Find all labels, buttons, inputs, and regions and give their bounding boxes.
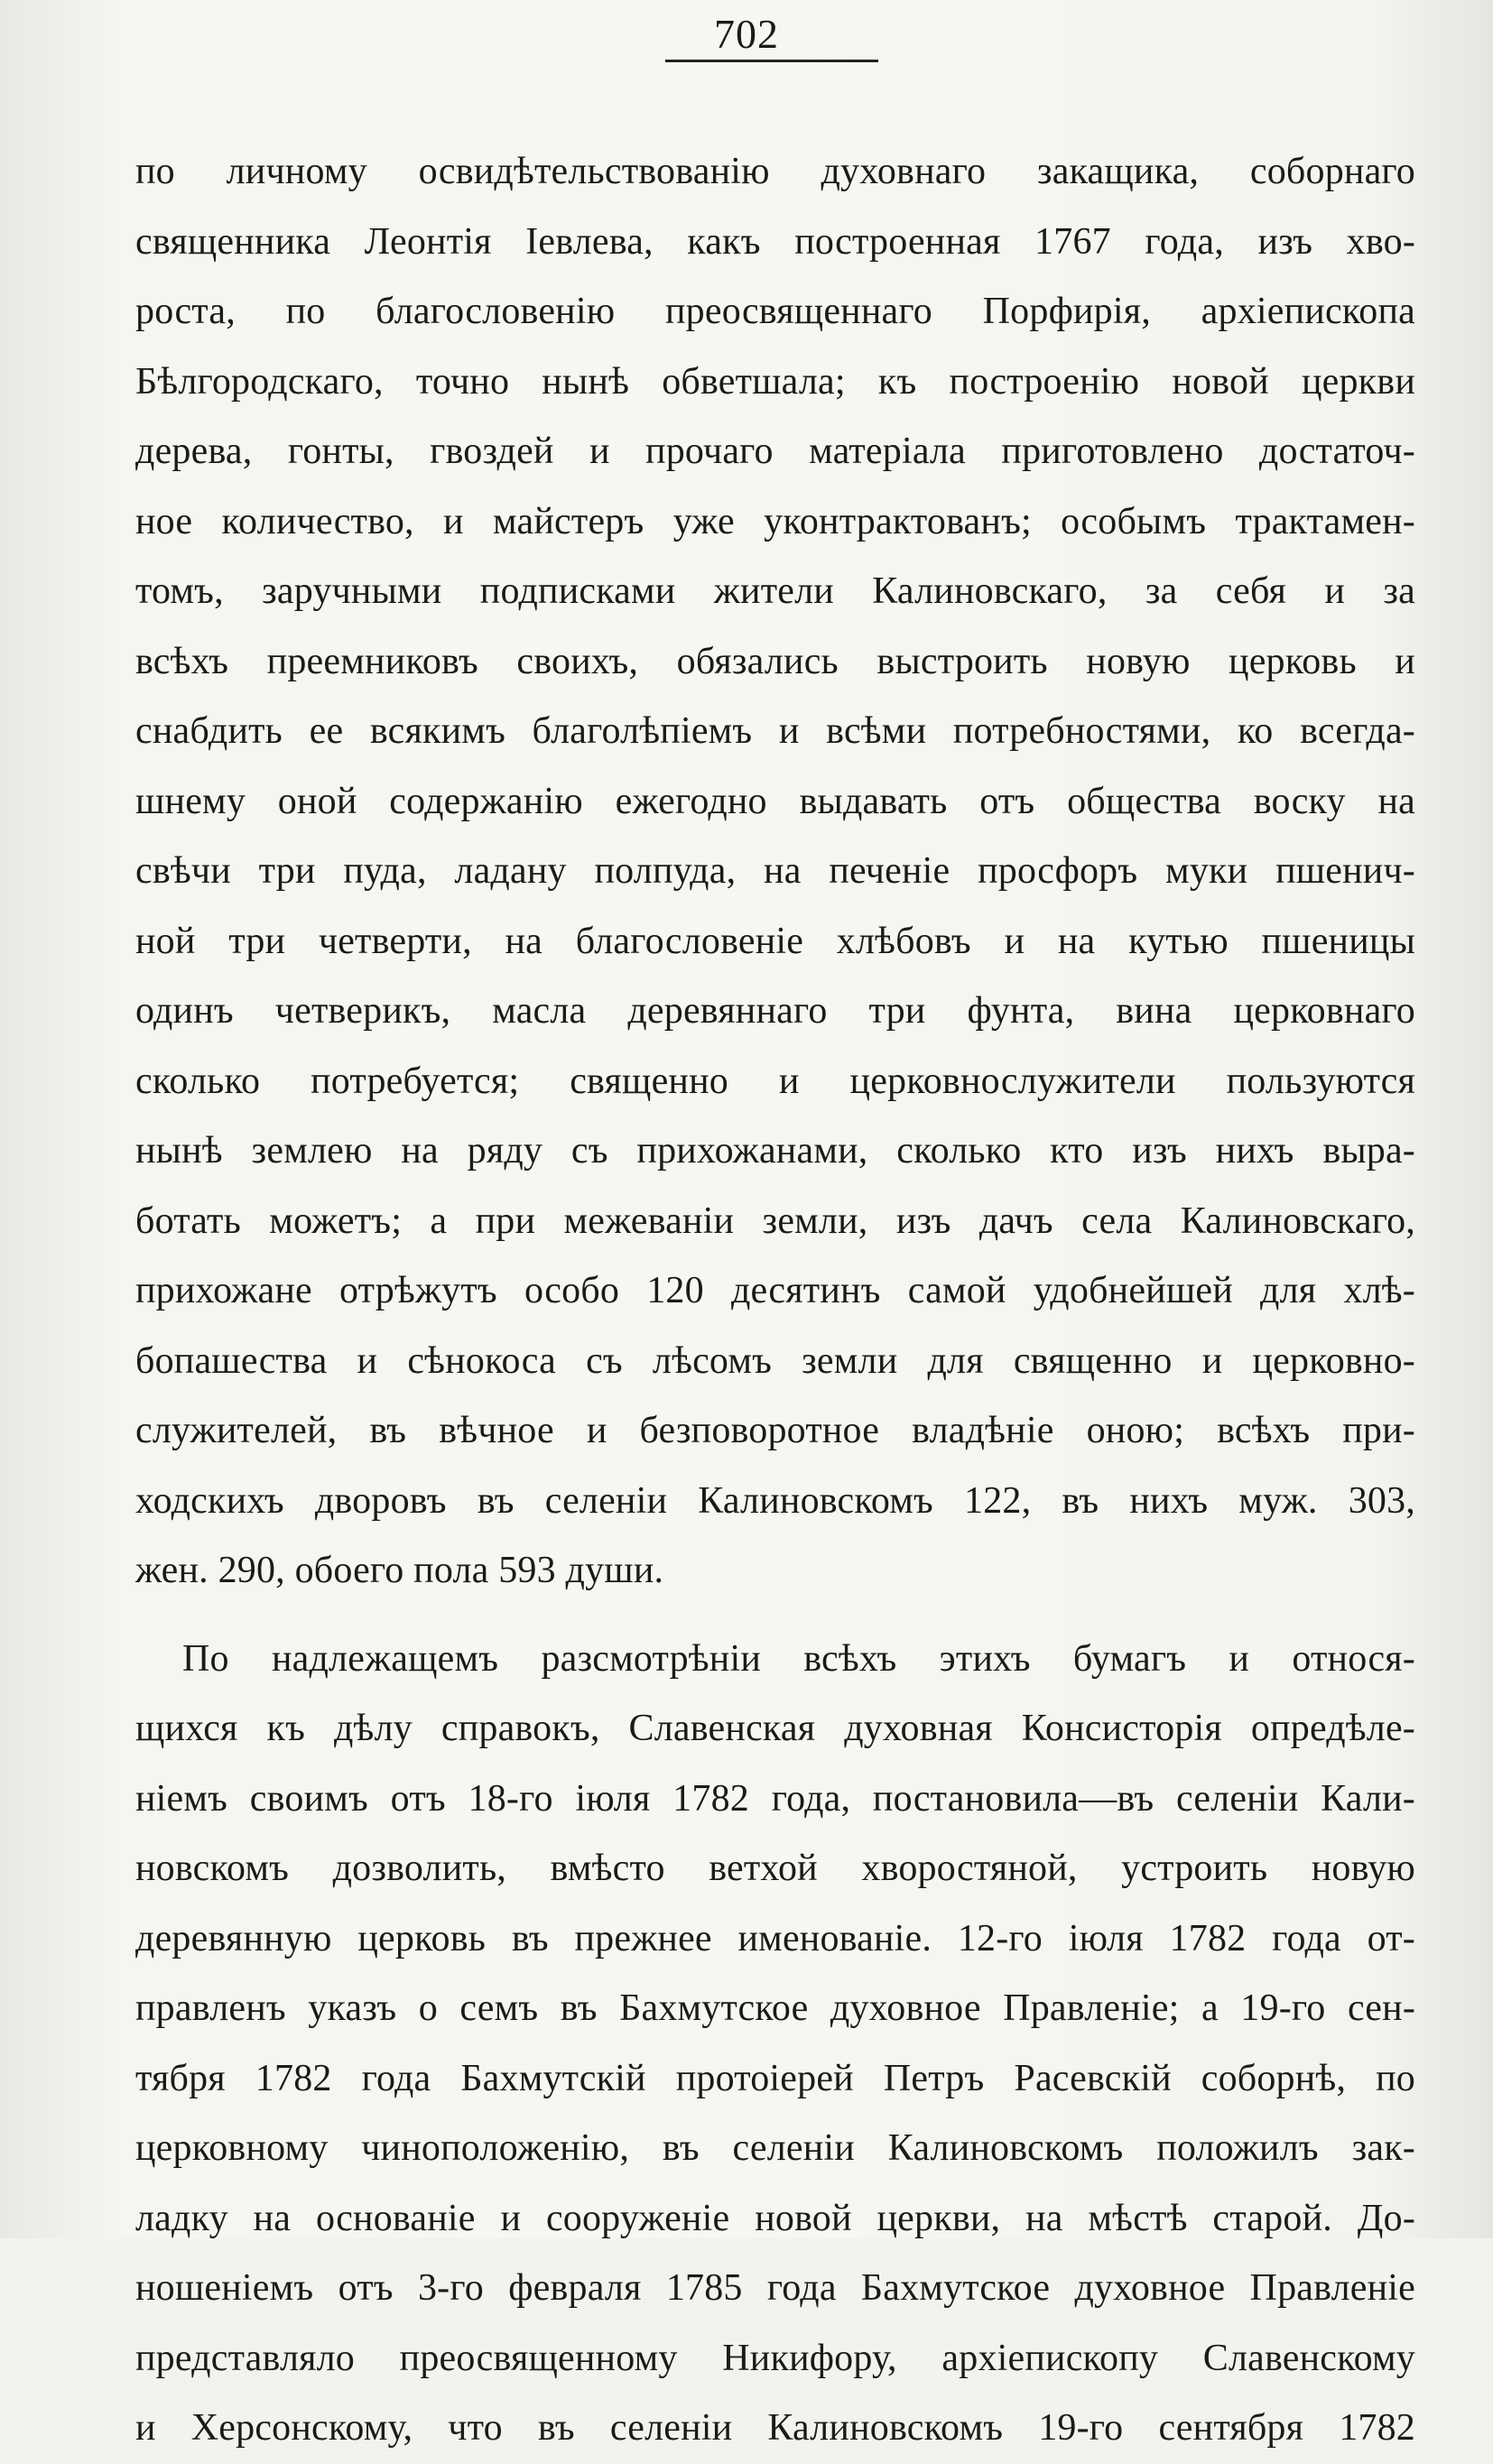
text-line: ной три четверти, на благословеніе хлѣбовъ и на кутью пшеницы xyxy=(135,920,1415,962)
text-line: нынѣ землею на ряду съ прихожанами, сколько кто изъ нихъ выра- xyxy=(135,1130,1415,1172)
text-line: одинъ четверикъ, масла деревяннаго три фунта, вина церковнаго xyxy=(135,990,1415,1032)
text-line: щихся къ дѣлу справокъ, Славенская духовная Консисторія опредѣле- xyxy=(135,1708,1415,1749)
body-text xyxy=(135,137,1415,2464)
text-line: тября 1782 года Бахмутскій протоіерей Петръ Расевскій соборнѣ, по xyxy=(135,2057,1415,2099)
paragraph-1 xyxy=(135,137,1415,1607)
text-line: шнему оной содержанію ежегодно выдавать отъ общества воску на xyxy=(135,780,1415,822)
text-line: правленъ указъ о семъ въ Бахмутское духовное Правленіе; а 19-го сен- xyxy=(135,1987,1415,2029)
paragraph-gap xyxy=(135,1607,1415,1625)
text-line: и Херсонскому, что въ селеніи Калиновскомъ 19-го сентября 1782 xyxy=(135,2407,1415,2449)
page-number: 702 xyxy=(714,11,779,57)
text-line: жен. 290, обоего пола 593 души. xyxy=(135,1550,664,1591)
text-line: церковному чиноположенію, въ селеніи Калиновскомъ положилъ зак- xyxy=(135,2127,1415,2169)
text-line: по личному освидѣтельствованію духовнаго закащика, соборнаго xyxy=(135,151,1415,192)
text-line: деревянную церковь въ прежнее именованіе. 12-го іюля 1782 года от- xyxy=(135,1917,1415,1959)
text-line: ходскихъ дворовъ въ селеніи Калиновскомъ 122, въ нихъ муж. 303, xyxy=(135,1479,1415,1522)
text-line: Бѣлгородскаго, точно нынѣ обветшала; къ построенію новой церкви xyxy=(135,360,1415,403)
text-line: сколько потребуется; священно и церковнослужители пользуются xyxy=(135,1060,1415,1102)
paragraph-2 xyxy=(135,1625,1415,2464)
text-line: свѣчи три пуда, ладану полпуда, на печеніе просфоръ муки пшенич- xyxy=(135,850,1415,892)
page-number-rule xyxy=(665,60,878,62)
text-line: ношеніемъ отъ 3-го февраля 1785 года Бахмутское духовное Правленіе xyxy=(135,2267,1415,2309)
text-line: роста, по благословенію преосвященнаго Порфирія, архіепископа xyxy=(135,291,1415,332)
text-line: всѣхъ преемниковъ своихъ, обязались выстроить новую церковь и xyxy=(135,640,1415,682)
text-line: бопашества и сѣнокоса съ лѣсомъ земли для священно и церковно- xyxy=(135,1339,1415,1382)
text-line: прихожане отрѣжутъ особо 120 десятинъ самой удобнейшей для хлѣ- xyxy=(135,1270,1415,1311)
text-line: ботать можетъ; а при межеваніи земли, изъ дачъ села Калиновскаго, xyxy=(135,1200,1415,1242)
text-line: ное количество, и майстеръ уже уконтрактованъ; особымъ трактамен- xyxy=(135,500,1415,542)
text-line: новскомъ дозволить, вмѣсто ветхой хворостяной, устроить новую xyxy=(135,1848,1415,1889)
text-line: ладку на основаніе и сооруженіе новой церкви, на мѣстѣ старой. До- xyxy=(135,2197,1415,2239)
text-line: служителей, въ вѣчное и безповоротное владѣніе оною; всѣхъ при- xyxy=(135,1410,1415,1451)
text-line: представляло преосвященному Никифору, архіепископу Славенскому xyxy=(135,2337,1415,2379)
text-line: священника Леонтія Іевлева, какъ построенная 1767 года, изъ хво- xyxy=(135,220,1415,263)
text-line: снабдить ее всякимъ благолѣпіемъ и всѣми потребностями, ко всегда- xyxy=(135,710,1415,752)
text-line: По надлежащемъ разсмотрѣніи всѣхъ этихъ бумагъ и относя- xyxy=(182,1637,1415,1680)
text-line: ніемъ своимъ отъ 18-го іюля 1782 года, постановила—въ селеніи Кали- xyxy=(135,1777,1415,1820)
text-line: дерева, гонты, гвоздей и прочаго матеріала приготовлено достаточ- xyxy=(135,431,1415,472)
text-line: томъ, заручными подписками жители Калиновскаго, за себя и за xyxy=(135,570,1415,612)
